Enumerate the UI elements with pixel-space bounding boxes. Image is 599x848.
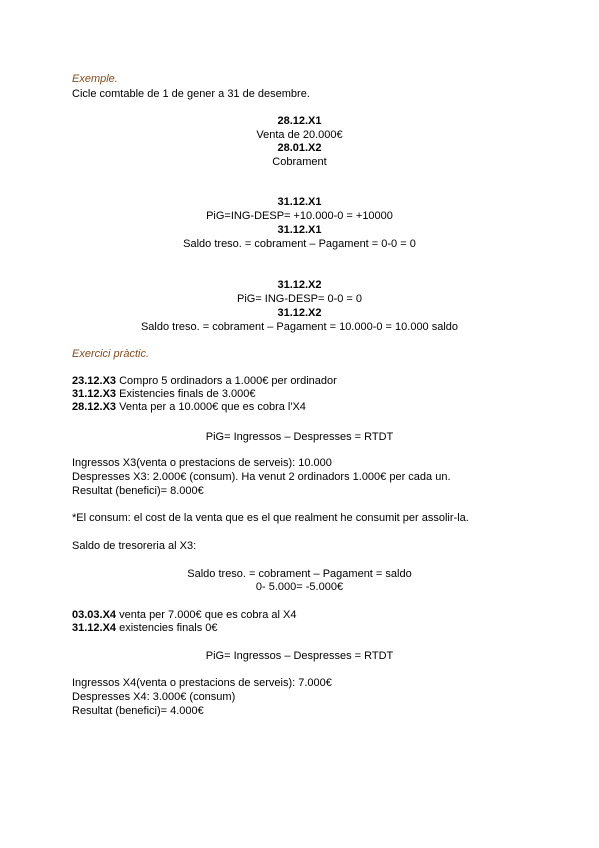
- block2-date2: 31.12.X1: [277, 224, 322, 236]
- block2-date1: 31.12.X1: [277, 196, 322, 208]
- pig-formula-x4: PiG= Ingressos – Despresses = RTDT: [205, 650, 394, 662]
- despresses-x4: Despresses X4: 3.000€ (consum): [72, 691, 236, 703]
- ingressos-x3: Ingressos X3(venta o prestacions de serveis): 10.000: [72, 457, 332, 469]
- exercise-heading: Exercici pràctic.: [72, 348, 150, 360]
- block2-text2: Saldo treso. = cobrament – Pagament = 0-0 = 0: [183, 238, 416, 250]
- entry-31-12-x3: 31.12.X3 Existencies finals de 3.000€: [72, 388, 256, 400]
- entry-28-12-x3: 28.12.X3 Venta per a 10.000€ que es cobra l'X4: [72, 401, 306, 413]
- entry-31-12-x4: 31.12.X4 existencies finals 0€: [72, 622, 218, 634]
- ingressos-x4: Ingressos X4(venta o prestacions de serveis): 7.000€: [72, 677, 332, 689]
- block1-text1: Venta de 20.000€: [256, 129, 343, 141]
- block1-date1: 28.12.X1: [277, 115, 322, 127]
- entry-03-03-x4: 03.03.X4 venta per 7.000€ que es cobra al X4: [72, 609, 297, 621]
- resultat-x3: Resultat (benefici)= 8.000€: [72, 485, 204, 497]
- block1-date2: 28.01.X2: [277, 142, 322, 154]
- entry-23-12-x3: 23.12.X3 Compro 5 ordinadors a 1.000€ per ordinador: [72, 375, 337, 387]
- treso-label: Saldo de tresoreria al X3:: [72, 540, 197, 552]
- treso-formula: Saldo treso. = cobrament – Pagament = saldo: [187, 568, 412, 580]
- block2-text1: PiG=ING-DESP= +10.000-0 = +10000: [206, 210, 393, 222]
- block3-date1: 31.12.X2: [277, 279, 322, 291]
- pig-formula-x3: PiG= Ingressos – Despresses = RTDT: [205, 431, 394, 443]
- example-intro: Cicle comtable de 1 de gener a 31 de desembre.: [72, 88, 310, 100]
- resultat-x4: Resultat (benefici)= 4.000€: [72, 705, 204, 717]
- example-heading: Exemple.: [72, 73, 118, 85]
- block3-text1: PiG= ING-DESP= 0-0 = 0: [236, 293, 363, 305]
- block3-text2: Saldo treso. = cobrament – Pagament = 10.000-0 = 10.000 saldo: [140, 321, 459, 333]
- block3-date2: 31.12.X2: [277, 307, 322, 319]
- treso-result: 0- 5.000= -5.000€: [255, 581, 344, 593]
- block1-text2: Cobrament: [272, 156, 327, 168]
- consum-note: *El consum: el cost de la venta que es el que realment he consumit per assolir-la.: [72, 512, 469, 524]
- despresses-x3: Despresses X3: 2.000€ (consum). Ha venut 2 ordinadors 1.000€ per cada un.: [72, 471, 451, 483]
